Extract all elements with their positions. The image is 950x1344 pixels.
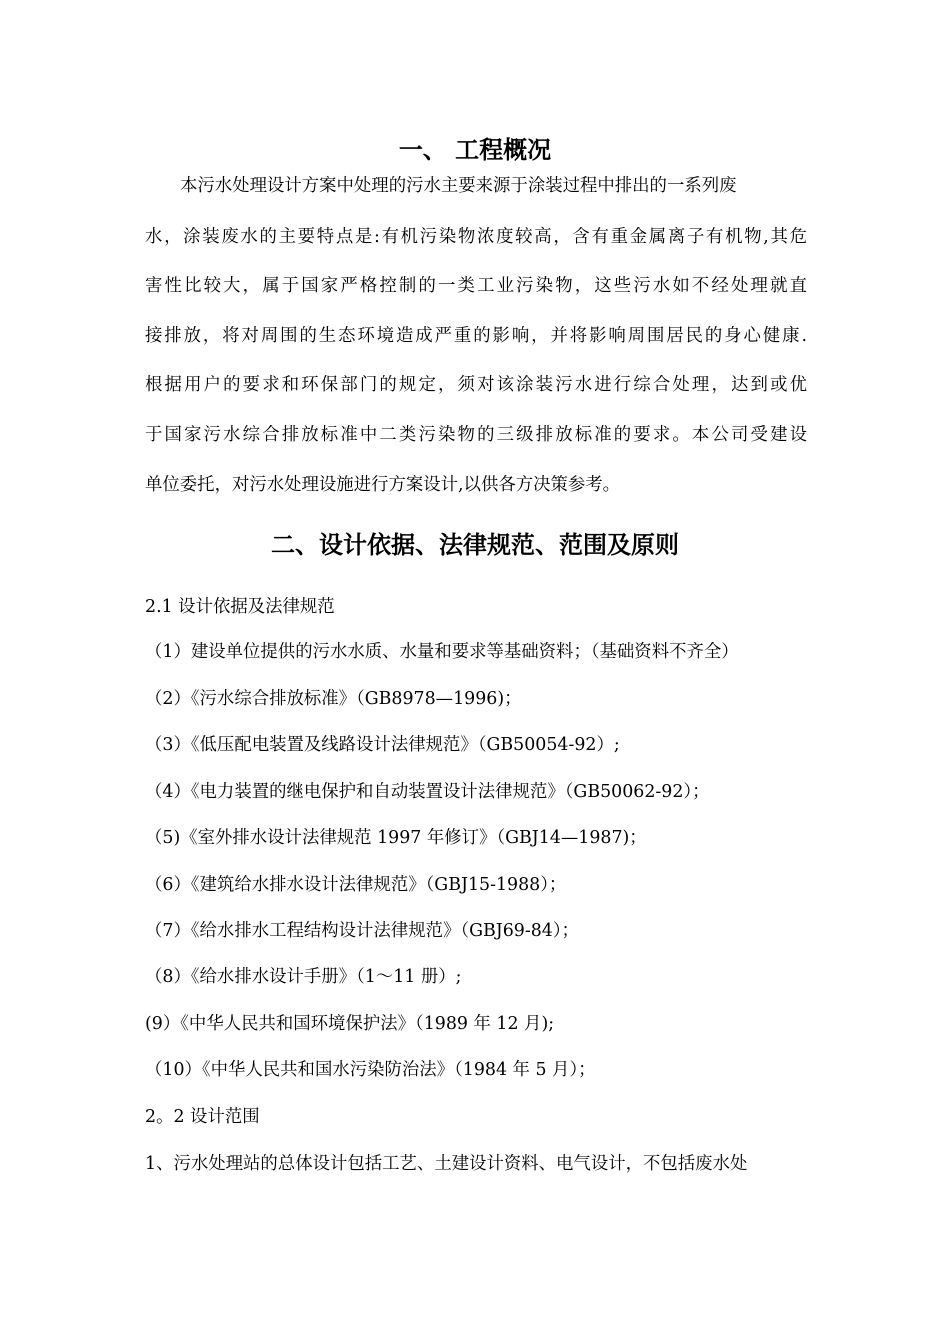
section-1-line-7: 单位委托，对污水处理设施进行方案设计,以供各方决策参考。 bbox=[145, 475, 621, 495]
subsection-2-2-title: 2。2 设计范围 bbox=[145, 1107, 260, 1127]
basis-item-2: （2）《污水综合排放标准》（GB8978—1996)； bbox=[145, 689, 522, 709]
basis-item-10: （10）《中华人民共和国水污染防治法》（1984 年 5 月）； bbox=[145, 1060, 596, 1080]
section-1-line-1: 本污水处理设计方案中处理的污水主要来源于涂装过程中排出的一系列废 bbox=[180, 176, 737, 196]
basis-item-6: （6）《建筑给水排水设计法律规范》（GBJ15-1988）； bbox=[145, 875, 567, 895]
basis-item-8: （8）《给水排水设计手册》（1～11 册）; bbox=[145, 967, 462, 987]
section-1-line-2: 水，涂装废水的主要特点是:有机污染物浓度较高，含有重金属离子有机物,其危 bbox=[145, 227, 807, 247]
section-1-title: 一、 工程概况 bbox=[398, 136, 552, 164]
basis-item-4: （4）《电力装置的继电保护和自动装置设计法律规范》（GB50062-92）； bbox=[145, 782, 710, 802]
section-1-line-5: 根据用户的要求和环保部门的规定，须对该涂装污水进行综合处理，达到或优 bbox=[145, 375, 807, 395]
basis-item-9: (9）《中华人民共和国环境保护法》（1989 年 12 月); bbox=[145, 1014, 555, 1034]
section-2-title: 二、设计依据、法律规范、范围及原则 bbox=[271, 531, 679, 559]
section-1-line-3: 害性比较大，属于国家严格控制的一类工业污染物，这些污水如不经处理就直 bbox=[145, 276, 807, 296]
basis-item-7: （7）《给水排水工程结构设计法律规范》（GBJ69-84）； bbox=[145, 921, 579, 941]
basis-item-3: （3）《低压配电装置及线路设计法律规范》（GB50054-92）; bbox=[145, 735, 620, 755]
section-1-line-4: 接排放，将对周围的生态环境造成严重的影响，并将影响周围居民的身心健康. bbox=[145, 326, 807, 346]
basis-item-1: （1）建设单位提供的污水水质、水量和要求等基础资料；（基础资料不齐全） bbox=[145, 642, 739, 662]
basis-item-5: （5)《室外排水设计法律规范 1997 年修订》（GBJ14—1987)； bbox=[145, 828, 647, 848]
subsection-2-1-title: 2.1 设计依据及法律规范 bbox=[145, 597, 335, 617]
scope-line-1: 1、污水处理站的总体设计包括工艺、土建设计资料、电气设计，不包括废水处 bbox=[145, 1154, 748, 1174]
section-1-line-6: 于国家污水综合排放标准中二类污染物的三级排放标准的要求。本公司受建设 bbox=[145, 425, 807, 445]
